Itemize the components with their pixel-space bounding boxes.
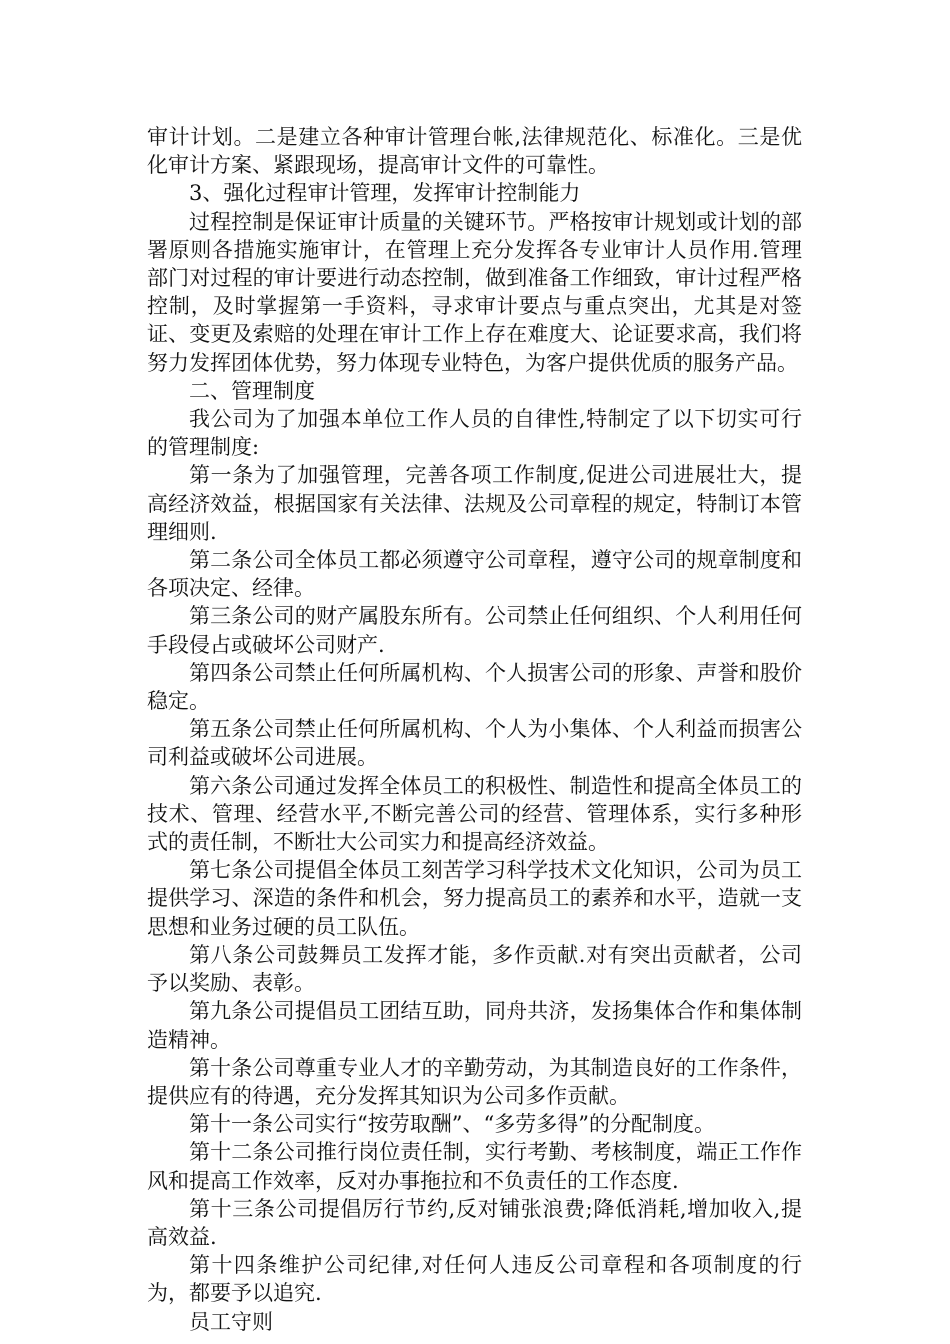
article-6: 第六条公司通过发挥全体员工的积极性、制造性和提高全体员工的技术、管理、经营水平,不断完善公司的经营、管理体系，实行多种形式的责任制，不断壮大公司实力和提高经济效益。	[147, 773, 802, 855]
article-9: 第九条公司提倡员工团结互助，同舟共济，发扬集体合作和集体制造精神。	[147, 999, 802, 1052]
section-heading-process-audit: 3、强化过程审计管理，发挥审计控制能力	[189, 181, 581, 206]
paragraph-intro: 我公司为了加强本单位工作人员的自律性,特制定了以下切实可行的管理制度:	[147, 407, 802, 460]
section-heading-management-rules: 二、管理制度	[189, 378, 315, 403]
paragraph-continuation: 审计计划。二是建立各种审计管理台帐,法律规范化、标准化。三是优化审计方案、紧跟现场，提高审计文件的可靠性。	[147, 125, 802, 178]
document-body	[147, 123, 802, 1336]
article-12: 第十二条公司推行岗位责任制，实行考勤、考核制度，端正工作作风和提高工作效率，反对办事拖拉和不负责任的工作态度.	[147, 1140, 802, 1193]
article-8: 第八条公司鼓舞员工发挥才能，多作贡献.对有突出贡献者，公司予以奖励、表彰。	[147, 942, 802, 996]
article-7: 第七条公司提倡全体员工刻苦学习科学技术文化知识，公司为员工提供学习、深造的条件和机会，努力提高员工的素养和水平，造就一支思想和业务过硬的员工队伍。	[147, 858, 802, 939]
article-11: 第十一条公司实行“按劳取酬”、“多劳多得”的分配制度。	[189, 1112, 715, 1137]
article-13: 第十三条公司提倡厉行节约,反对铺张浪费;降低消耗,增加收入,提高效益.	[147, 1196, 802, 1249]
article-4: 第四条公司禁止任何所属机构、个人损害公司的形象、声誉和股价稳定。	[147, 660, 802, 714]
article-2: 第二条公司全体员工都必须遵守公司章程，遵守公司的规章制度和各项决定、经律。	[147, 548, 802, 601]
article-10: 第十条公司尊重专业人才的辛勤劳动，为其制造良好的工作条件，提供应有的待遇，充分发挥其知识为公司多作贡献。	[147, 1055, 802, 1108]
section-heading-employee-code: 员工守则	[189, 1309, 273, 1334]
article-3: 第三条公司的财产属股东所有。公司禁止任何组织、个人利用任何手段侵占或破坏公司财产.	[147, 604, 802, 657]
article-5: 第五条公司禁止任何所属机构、个人为小集体、个人利益而损害公司利益或破坏公司进展。	[147, 717, 802, 770]
article-1: 第一条为了加强管理，完善各项工作制度,促进公司进展壮大，提高经济效益，根据国家有关法律、法规及公司章程的规定，特制订本管理细则.	[147, 463, 802, 544]
article-14: 第十四条维护公司纪律,对任何人违反公司章程和各项制度的行为，都要予以追究.	[147, 1253, 802, 1306]
paragraph-process-control: 过程控制是保证审计质量的关键环节。严格按审计规划或计划的部署原则各措施实施审计，在管理上充分发挥各专业审计人员作用.管理部门对过程的审计要进行动态控制，做到准备工作细致，审计过程严格控制，及时掌握第一手资料，寻求审计要点与重点突出，尤其是对签证、变更及索赔的处理在审计工作上存在难度大、论证要求高，我们将努力发挥团体优势，努力体现专业特色，为客户提供优质的服务产品。	[147, 209, 802, 375]
